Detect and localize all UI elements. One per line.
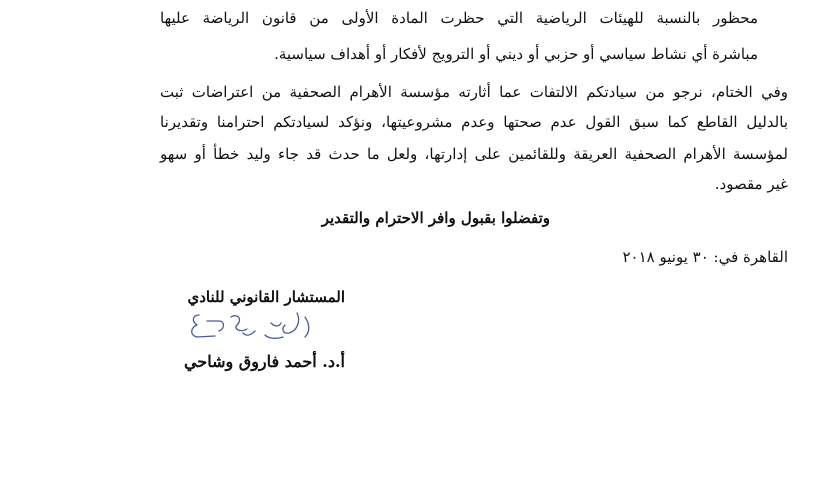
paragraph-line: مباشرة أي نشاط سياسي أو حزبي أو ديني أو الترويج لأفكار أو أهداف سياسية. bbox=[274, 45, 758, 63]
closing-salutation: وتفضلوا بقبول وافر الاحترام والتقدير bbox=[321, 209, 550, 227]
signatory-title: المستشار القانوني للنادي bbox=[187, 288, 345, 306]
document-date: القاهرة في: ٣٠ يونيو ٢٠١٨ bbox=[622, 248, 788, 266]
paragraph-line: لمؤسسة الأهرام الصحفية العريقة وللقائمين على إدارتها، ولعل ما حدث قد جاء وليد خطأ أو سهو bbox=[160, 145, 788, 163]
paragraph-line: غير مقصود. bbox=[714, 175, 788, 193]
paragraph-line: وفي الختام، نرجو من سيادتكم الالتفات عما أثارته مؤسسة الأهرام الصحفية من اعتراضات ثبت bbox=[160, 83, 788, 101]
paragraph-line: بالدليل القاطع كما سبق القول عدم صحتها وعدم مشروعيتها، ونؤكد لسيادتكم احترامنا وتقديرنا bbox=[160, 113, 788, 131]
paragraph-line: محظور بالنسبة للهيئات الرياضية التي حظرت المادة الأولى من قانون الرياضة عليها bbox=[160, 9, 758, 27]
signatory-name: أ.د. أحمد فاروق وشاحي bbox=[183, 352, 345, 371]
handwritten-signature bbox=[185, 303, 335, 353]
